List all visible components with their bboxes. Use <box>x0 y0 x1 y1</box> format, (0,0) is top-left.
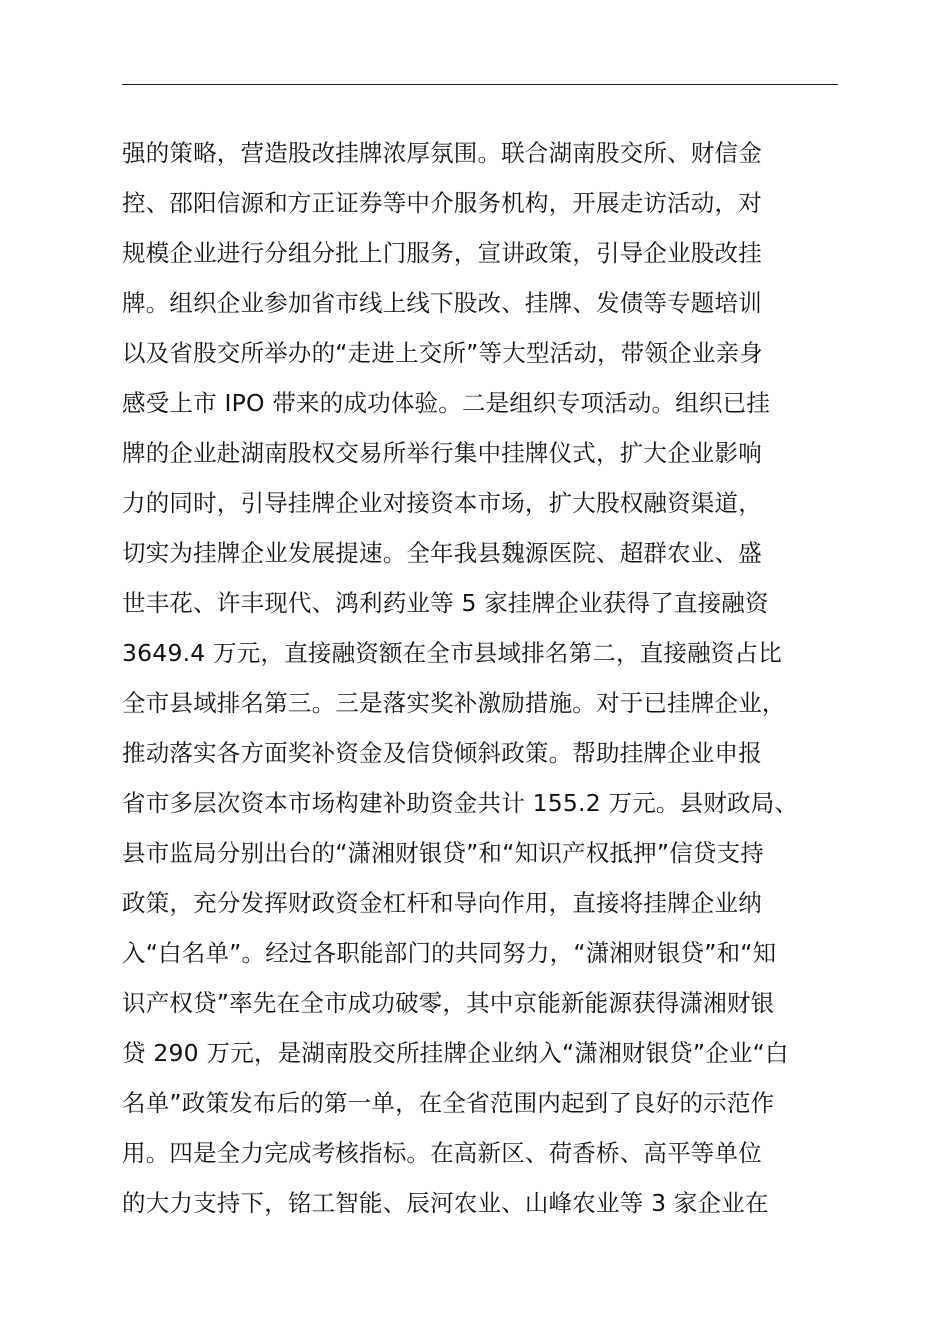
text-line: 强的策略，营造股改挂牌浓厚氛围。联合湖南股交所、财信金 <box>122 139 762 167</box>
text-line: 识产权贷”率先在全市成功破零，其中京能新能源获得潇湘财银 <box>122 989 775 1017</box>
text-line: 以及省股交所举办的“走进上交所”等大型活动，带领企业亲身 <box>122 339 763 367</box>
text-line: 全市县域排名第三。三是落实奖补激励措施。对于已挂牌企业， <box>122 689 786 717</box>
text-line: 3649.4 万元，直接融资额在全市县域排名第二，直接融资占比 <box>122 639 782 667</box>
body-paragraph <box>122 128 882 1228</box>
text-line: 的大力支持下，铭工智能、辰河农业、山峰农业等 3 家企业在 <box>122 1189 769 1217</box>
text-line: 规模企业进行分组分批上门服务，宣讲政策，引导企业股改挂 <box>122 239 762 267</box>
text-line: 控、邵阳信源和方正证券等中介服务机构，开展走访活动，对 <box>122 189 762 217</box>
text-line: 贷 290 万元，是湖南股交所挂牌企业纳入“潇湘财银贷”企业“白 <box>122 1039 789 1067</box>
text-line: 名单”政策发布后的第一单，在全省范围内起到了良好的示范作 <box>122 1089 775 1117</box>
text-line: 推动落实各方面奖补资金及信贷倾斜政策。帮助挂牌企业申报 <box>122 739 762 767</box>
text-line: 县市监局分别出台的“潇湘财银贷”和“知识产权抵押”信贷支持 <box>122 839 764 867</box>
text-line: 用。四是全力完成考核指标。在高新区、荷香桥、高平等单位 <box>122 1139 762 1167</box>
text-line: 切实为挂牌企业发展提速。全年我县魏源医院、超群农业、盛 <box>122 539 762 567</box>
text-line: 牌的企业赴湖南股权交易所举行集中挂牌仪式，扩大企业影响 <box>122 439 762 467</box>
text-line: 入“白名单”。经过各职能部门的共同努力，“潇湘财银贷”和“知 <box>122 939 777 967</box>
text-line: 感受上市 IPO 带来的成功体验。二是组织专项活动。组织已挂 <box>122 389 771 417</box>
text-line: 政策，充分发挥财政资金杠杆和导向作用，直接将挂牌企业纳 <box>122 889 762 917</box>
text-line: 力的同时，引导挂牌企业对接资本市场，扩大股权融资渠道， <box>122 489 762 517</box>
text-line: 牌。组织企业参加省市线上线下股改、挂牌、发债等专题培训 <box>122 289 762 317</box>
header-rule <box>122 84 838 85</box>
text-line: 省市多层次资本市场构建补助资金共计 155.2 万元。县财政局、 <box>122 789 799 817</box>
text-line: 世丰花、许丰现代、鸿利药业等 5 家挂牌企业获得了直接融资 <box>122 589 769 617</box>
